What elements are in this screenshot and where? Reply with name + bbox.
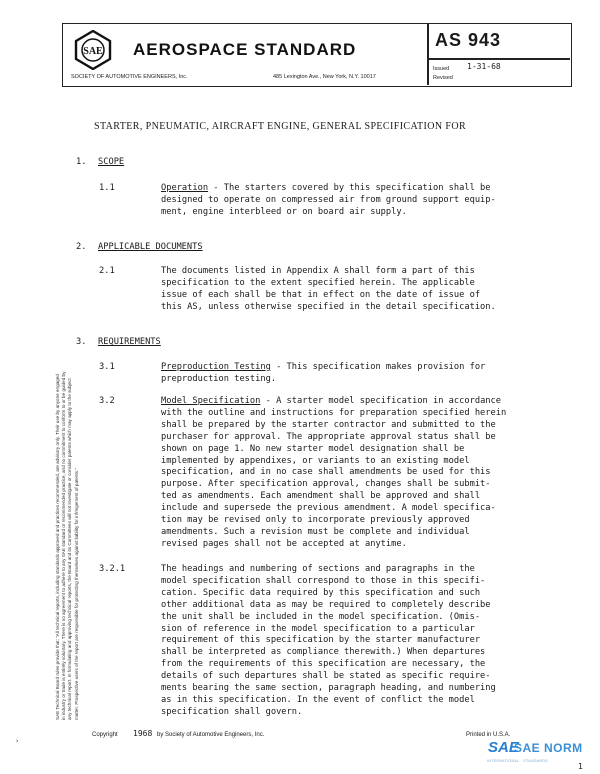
header-divider — [427, 24, 429, 85]
paragraph-3-2-1 — [161, 564, 531, 719]
watermark-text: SAE NORM — [514, 741, 583, 755]
as-number: AS 943 — [435, 30, 502, 50]
paragraph-title: Model Specification — [161, 396, 261, 406]
paragraph-number: 3.2 — [99, 396, 115, 406]
footer-copyright: Copyright — [92, 732, 118, 738]
paragraph-line: issue of each shall be that in effect on the date of issue of — [161, 289, 481, 300]
paragraph-line: designed to operate on compressed air from ground support equip- — [161, 194, 496, 205]
paragraph-line: from the requirements of this specification are necessary, the — [161, 659, 486, 670]
paragraph-title: Operation — [161, 183, 209, 193]
paragraph-number: 2.1 — [99, 266, 115, 276]
paragraph-title: Preproduction Testing — [161, 362, 271, 372]
section-heading-requirements: REQUIREMENTS — [98, 337, 161, 347]
paragraph-line: details of such departures shall be stated as specific require- — [161, 671, 491, 682]
paragraph-line: ment, engine interbleed or on board air supply. — [161, 206, 407, 217]
watermark-subtext: INTERNATIONAL · STANDARDS — [487, 759, 548, 763]
paragraph-line: shown on page 1. No new starter model designation shall be — [161, 443, 465, 454]
side-notice-line: SAE Technical Board rules provide that: "All technical reports, including standards approved and practices recommended, are advisory only. Their use by anyone engaged — [55, 374, 60, 720]
issued-label: Issued — [433, 66, 450, 72]
revised-label: Revised — [433, 75, 453, 81]
paragraph-line: preproduction testing. — [161, 373, 277, 384]
paragraph-line: - A starter model specification in accordance — [260, 396, 501, 406]
footer-printed: Printed in U.S.A. — [466, 732, 511, 738]
paragraph-line: as in this specification. In the event of conflict the model — [161, 694, 475, 705]
sae-logo-icon — [73, 30, 113, 70]
paragraph-line: other additional data as may be required to completely describe — [161, 599, 491, 610]
society-name: SOCIETY OF AUTOMOTIVE ENGINEERS, Inc. — [71, 74, 188, 80]
paragraph-line: - This specification makes provision for — [270, 362, 486, 372]
page-number: 1 — [578, 762, 583, 771]
paragraph-3-1 — [161, 362, 531, 386]
section-number: 1. — [76, 157, 87, 167]
paragraph-line: this AS, unless otherwise specified in the detail specification. — [161, 301, 496, 312]
header-rule — [427, 58, 570, 60]
paragraph-line: with the outline and instructions for preparation specified herein — [161, 407, 507, 418]
standard-header — [62, 23, 572, 87]
paragraph-line: requirement of this specification by the starter manufacturer — [161, 635, 481, 646]
paragraph-line: ments bearing the same section, paragraph heading, and numbering — [161, 683, 496, 694]
society-address: 485 Lexington Ave., New York, N.Y. 10017 — [273, 74, 376, 80]
paragraph-3-2 — [161, 396, 531, 551]
paragraph-line: specification, and in no case shall amendments be used for this — [161, 467, 491, 478]
watermark-logo: SAE — [488, 739, 519, 756]
paragraph-line: purpose. After specification approval, changes shall be submit- — [161, 479, 491, 490]
standard-title: AEROSPACE STANDARD — [133, 40, 357, 59]
footer-year: 1968 — [133, 729, 153, 738]
side-notice-line: in industry or trade is entirely voluntary. There is no agreement to adhere to any SAE standard or recommended practice, and no commitment to conform to or be guided by — [61, 371, 67, 720]
paragraph-line: the unit shall be included in the model specification. (Omis- — [161, 611, 481, 622]
paragraph-number: 1.1 — [99, 183, 115, 193]
paragraph-line: The documents listed in Appendix A shall form a part of this — [161, 266, 475, 276]
paragraph-number: 3.2.1 — [99, 564, 126, 574]
paragraph-line: The headings and numbering of sections and paragraphs in the — [161, 564, 475, 574]
paragraph-line: - The starters covered by this specification shall be — [208, 183, 491, 193]
document-title: STARTER, PNEUMATIC, AIRCRAFT ENGINE, GENERAL SPECIFICATION FOR — [94, 121, 467, 132]
paragraph-number: 3.1 — [99, 362, 115, 372]
paragraph-line: cation. Specific data required by this specification and such — [161, 587, 481, 598]
paragraph-line: implemented by appendixes, or variants to an existing model — [161, 455, 470, 466]
margin-mark: › — [15, 737, 20, 745]
paragraph-line: specification to the extent specified herein. The applicable — [161, 277, 475, 288]
section-heading-scope: SCOPE — [98, 157, 125, 167]
paragraph-line: ted as amendments. Each amendment shall be approved and shall — [161, 491, 481, 502]
paragraph-line: shall be interpreted as compliance therewith.) When departures — [161, 647, 486, 658]
paragraph-line: tion may be revised only to incorporate previously approved — [161, 515, 470, 526]
logo-text: SAE — [83, 46, 103, 57]
section-number: 3. — [76, 337, 87, 347]
paragraph-line: purchaser for approval. The appropriate approval status shall be — [161, 431, 496, 442]
paragraph-line: sion of reference in the model specification to a particular — [161, 623, 475, 634]
paragraph-line: include and supersede the previous amendment. A model specifica- — [161, 503, 496, 514]
side-notice — [55, 120, 80, 720]
section-heading-applicable-documents: APPLICABLE DOCUMENTS — [98, 242, 203, 252]
paragraph-line: shall be prepared by the starter contractor and submitted to the — [161, 419, 496, 430]
paragraph-line: specification shall govern. — [161, 706, 303, 717]
footer-society: by Society of Automotive Engineers, Inc. — [157, 732, 265, 738]
paragraph-1-1 — [161, 183, 531, 219]
paragraph-line: revised pages shall not be accepted at anytime. — [161, 538, 407, 549]
section-number: 2. — [76, 242, 87, 252]
issued-date: 1-31-68 — [467, 62, 501, 71]
paragraph-line: model specification shall correspond to those in this specifi- — [161, 575, 486, 586]
side-notice-line: matter. Prospective users of the report are responsible for protecting themselves against liability for infringement of patents." — [73, 468, 79, 720]
paragraph-2-1 — [161, 266, 531, 314]
paragraph-line: amendments. Such a revision must be complete and individual — [161, 526, 470, 537]
side-notice-line: any technical report. In formulating and approving technical reports, the Board and its Committees will not investigate or consider patents which may apply to the subject — [67, 378, 73, 720]
